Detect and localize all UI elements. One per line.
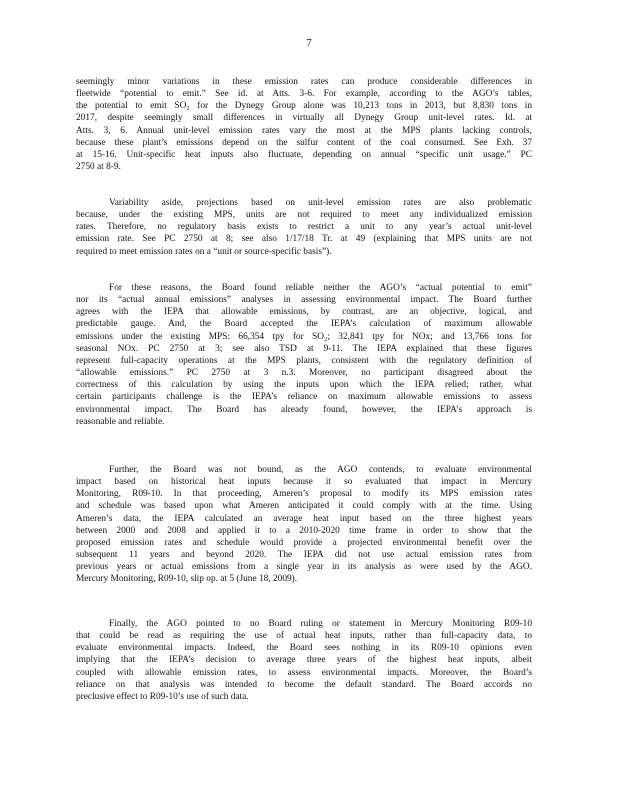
paragraph-line: that could be read as requiring the use of actual heat inputs, rather than full-capacity data, to <box>76 631 532 642</box>
paragraph-line: agrees with the IEPA that allowable emissions, by contrast, are an objective, logical, and <box>76 307 532 318</box>
paragraph-line: implying that the IEPA’s decision to average three years of the highest heat inputs, albeit <box>76 655 532 666</box>
paragraph-line: correctness of this calculation by using the inputs upon which the IEPA relied; rather, what <box>76 380 532 391</box>
paragraph-2 <box>76 197 532 258</box>
paragraph-line: fleetwide “potential to emit.” See id. at Atts. 3-6. For example, according to the AGO’s tables, <box>76 89 532 100</box>
paragraph-line: Finally, the AGO pointed to no Board ruling or statement in Mercury Monitoring R09-10 <box>109 619 532 629</box>
paragraph-line: certain participants challenge is the IEPA’s reliance on maximum allowable emissions to assess <box>76 392 532 403</box>
paragraph-line: because, under the existing MPS, units are not required to meet any individualized emission <box>76 210 532 221</box>
paragraph-line: Ameren’s data, the IEPA calculated an average heat input based on the three highest years <box>76 513 532 524</box>
paragraph-line: Further, the Board was not bound, as the AGO contends, to evaluate environmental <box>109 465 532 475</box>
paragraph-line: previous years or actual emissions from a single year in its analysis as were used by the AGO. <box>76 562 532 573</box>
paragraph-line: impact based on historical heat inputs because it so evaluated that impact in Mercury <box>76 477 532 488</box>
paragraph-line: emission rate. See PC 2750 at 8; see also 1/17/18 Tr. at 49 (explaining that MPS units are not <box>76 234 532 245</box>
paragraph-line: nor its “actual annual emissions” analyses in assessing environmental impact. The Board further <box>76 295 532 306</box>
paragraph-line: reasonable and reliable. <box>76 416 165 427</box>
paragraph-4 <box>76 464 532 586</box>
paragraph-line: proposed emission rates and schedule would provide a projected environmental benefit over the <box>76 537 532 548</box>
paragraph-line: Variability aside, projections based on unit-level emission rates are also problematic <box>109 198 532 208</box>
paragraph-line: the potential to emit SO₂ for the Dynegy Group alone was 10,213 tons in 2013, but 8,830 tons in <box>76 101 532 112</box>
paragraph-3 <box>76 282 532 428</box>
paragraph-line: required to meet emission rates on a “unit or source-specific basis”). <box>76 246 332 257</box>
paragraph-line: seasonal NOx. PC 2750 at 3; see also TSD at 9-11. The IEPA explained that these figures <box>76 343 532 354</box>
paragraph-line: seemingly minor variations in these emission rates can produce considerable differences in <box>76 77 532 87</box>
paragraph-5 <box>76 618 532 703</box>
paragraph-line: emissions under the existing MPS: 66,354 tpy for SO₂; 32,841 tpy for NOx; and 13,766 tons for <box>76 331 532 342</box>
paragraph-line: predictable gauge. And, the Board accepted the IEPA’s calculation of maximum allowable <box>76 319 532 330</box>
paragraph-line: rates. Therefore, no regulatory basis exists to restrict a unit to any year’s actual unit-level <box>76 222 532 233</box>
page-number: 7 <box>306 37 312 49</box>
paragraph-line: evaluate environmental impacts. Indeed, the Board sees nothing in its R09-10 opinions even <box>76 643 532 654</box>
paragraph-line: 2017, despite seemingly small differences in virtually all Dynegy Group unit-level rates. Id. at <box>76 113 532 124</box>
paragraph-line: reliance on that analysis was intended to become the default standard. The Board accords no <box>76 679 532 690</box>
paragraph-line: and schedule was based upon what Ameren anticipated it could comply with at the time. Using <box>76 501 532 512</box>
paragraph-line: preclusive effect to R09-10’s use of such data. <box>76 691 249 702</box>
paragraph-line: coupled with allowable emission rates, to assess environmental impacts. Moreover, the Board’s <box>76 667 532 678</box>
paragraph-line: at 15-16. Unit-specific heat inputs also fluctuate, depending on annual “specific unit usage.” PC <box>76 149 532 160</box>
paragraph-line: represent full-capacity operations at the MPS plants, consistent with the regulatory definition of <box>76 355 532 366</box>
paragraph-line: subsequent 11 years and beyond 2020. The IEPA did not use actual emission rates from <box>76 550 532 561</box>
paragraph-line: Monitoring, R09-10. In that proceeding, Ameren’s proposal to modify its MPS emission rates <box>76 489 532 500</box>
paragraph-line: Mercury Monitoring, R09-10, slip op. at 5 (June 18, 2009). <box>76 574 298 585</box>
paragraph-line: because these plant’s emissions depend on the sulfur content of the coal consumed. See Exh. 37 <box>76 137 532 148</box>
paragraph-1 <box>76 76 532 173</box>
paragraph-line: between 2000 and 2008 and applied it to a 2010-2020 time frame in order to show that the <box>76 525 532 536</box>
paragraph-line: For these reasons, the Board found reliable neither the AGO’s “actual potential to emit” <box>109 283 532 293</box>
paragraph-line: Atts. 3, 6. Annual unit-level emission rates vary the most at the MPS plants lacking controls, <box>76 125 532 136</box>
paragraph-line: environmental impact. The Board has already found, however, the IEPA’s approach is <box>76 404 532 415</box>
paragraph-line: “allowable emissions.” PC 2750 at 3 n.3. Moreover, no participant disagreed about the <box>76 368 532 379</box>
paragraph-line: 2750 at 8-9. <box>76 162 121 173</box>
